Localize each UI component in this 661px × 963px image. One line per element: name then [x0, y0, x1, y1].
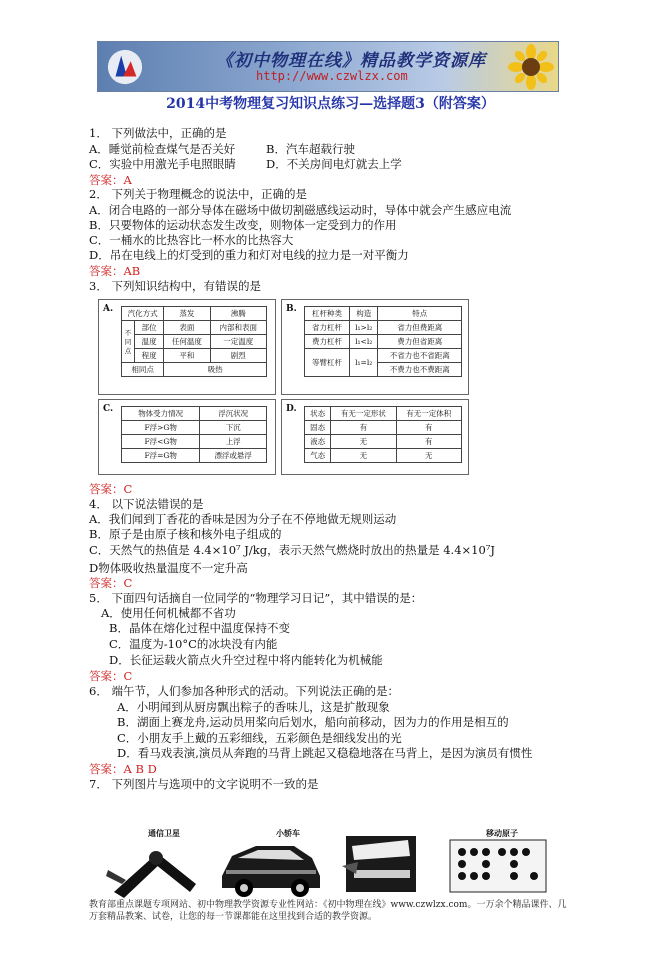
q4-option-b: B．原子是由原子核和核外电子组成的 [89, 527, 282, 541]
q2-answer: 答案：AB [89, 264, 141, 278]
q2-option-d: D．吊在电线上的灯受到的重力和灯对电线的拉力是一对平衡力 [89, 248, 409, 262]
q3-figure-b-table [304, 306, 462, 377]
q3-figure-c [98, 399, 276, 475]
q3-figure-b-label: B. [286, 304, 297, 314]
q7-image-satellite [104, 826, 212, 900]
crash-test-icon [338, 826, 430, 900]
table-cell: l₁=l₂ [350, 349, 378, 377]
car-icon [216, 826, 326, 900]
document-title: 2014中考物理复习知识点练习—选择题3（附答案） [166, 96, 495, 112]
q4-option-a: A．我们闻到丁香花的香味是因为分子在不停地做无规则运动 [89, 512, 397, 526]
q2-option-c: C．一桶水的比热容比一杯水的比热容大 [89, 233, 294, 247]
table-cell: l₁<l₂ [350, 335, 378, 349]
site-banner [97, 41, 559, 92]
q7-image-crash [338, 826, 430, 900]
table-cell: F浮<G物 [122, 435, 200, 449]
table-cell: 费力但省距离 [378, 335, 462, 349]
table-cell: 沸腾 [210, 307, 266, 321]
q4-option-d: D物体吸收热量温度不一定升高 [89, 561, 248, 575]
table-cell: 液态 [305, 435, 331, 449]
banner-title: 《初中物理在线》精品教学资源库 [216, 51, 486, 71]
q6-stem: 6． 端午节，人们参加各种形式的活动。下列说法正确的是： [89, 684, 399, 698]
table-cell: 漂浮或悬浮 [200, 449, 267, 463]
page-footer: 教育部重点课题专项网站、初中物理教学资源专业性网站：《初中物理在线》www.czwlzx.com。一万余个精品课件、几万套精品教案、试卷，让您的每一节课都能在这里找到合适的教学资源。 [89, 900, 567, 922]
table-cell: 汽化方式 [122, 307, 164, 321]
q3-figure-d-table [304, 406, 462, 463]
q7-image-car [216, 826, 326, 900]
q3-answer: 答案：C [89, 482, 133, 496]
q3-figure-a [98, 299, 276, 395]
table-cell: 构造 [350, 307, 378, 321]
table-cell: 杠杆种类 [305, 307, 350, 321]
table-cell: 物体受力情况 [122, 407, 200, 421]
q7-caption-atoms: 移动原子 [486, 828, 518, 838]
q2-stem: 2． 下列关于物理概念的说法中，正确的是 [89, 187, 307, 201]
table-cell: l₁>l₂ [350, 321, 378, 335]
q1-option-c: C．实验中用激光手电照眼睛 [89, 157, 236, 171]
table-cell: 有 [331, 421, 396, 435]
q7-image-row [104, 826, 554, 900]
table-cell: 程度 [135, 349, 164, 363]
table-cell: 吸热 [164, 363, 267, 377]
q6-option-d: D．看马戏表演,演员从奔跑的马背上跳起又稳稳地落在马背上，是因为演员有惯性 [117, 746, 533, 760]
q2-option-b: B．只要物体的运动状态发生改变，则物体一定受到力的作用 [89, 218, 397, 232]
table-cell: 有 [396, 435, 461, 449]
table-cell: 下沉 [200, 421, 267, 435]
sunflower-icon [508, 44, 554, 90]
table-cell: 上浮 [200, 435, 267, 449]
table-cell: 省力杠杆 [305, 321, 350, 335]
table-cell: 温度 [135, 335, 164, 349]
table-cell: 剧烈 [210, 349, 266, 363]
q3-figure-d [281, 399, 469, 475]
table-cell: 相同点 [122, 363, 164, 377]
table-cell: 费力杠杆 [305, 335, 350, 349]
q7-image-atoms [442, 826, 554, 900]
q3-figure-a-label: A. [103, 304, 114, 314]
q6-answer: 答案：A B D [89, 762, 157, 776]
q3-figure-d-label: D. [286, 404, 297, 414]
q3-stem: 3． 下列知识结构中，有错误的是 [89, 279, 261, 293]
table-cell: 等臂杠杆 [305, 349, 350, 377]
table-cell: 不费力也不费距离 [378, 363, 462, 377]
table-cell: 蒸发 [164, 307, 210, 321]
q2-option-a: A．闭合电路的一部分导体在磁场中做切割磁感线运动时，导体中就会产生感应电流 [89, 203, 512, 217]
table-cell: F浮=G物 [122, 449, 200, 463]
q6-option-b: B．湖面上赛龙舟,运动员用桨向后划水，船向前移动，因为力的作用是相互的 [117, 715, 509, 729]
q1-option-d: D．不关房间电灯就去上学 [266, 157, 402, 171]
q6-option-a: A．小明闻到从厨房飘出粽子的香味儿，这是扩散现象 [117, 700, 390, 714]
q5-stem: 5． 下面四句话摘自一位同学的“物理学习日记”，其中错误的是： [89, 591, 423, 605]
q5-option-b: B．晶体在熔化过程中温度保持不变 [109, 621, 290, 635]
table-cell: 省力但费距离 [378, 321, 462, 335]
q7-caption-satellite: 通信卫星 [148, 828, 180, 838]
table-cell: 一定温度 [210, 335, 266, 349]
table-cell: 无 [331, 449, 396, 463]
table-cell: 不省力也不省距离 [378, 349, 462, 363]
table-cell: 有 [396, 421, 461, 435]
table-cell: 表面 [164, 321, 210, 335]
table-cell: 无 [331, 435, 396, 449]
q3-figure-a-table [121, 306, 267, 377]
table-cell: 固态 [305, 421, 331, 435]
q4-answer: 答案：C [89, 576, 133, 590]
table-cell: 气态 [305, 449, 331, 463]
q1-option-b: B．汽车超载行驶 [266, 142, 355, 156]
q4-option-c: C．天然气的热值是 4.4×10⁷ J/kg，表示天然气燃烧时放出的热量是 4.4×10⁷J [89, 543, 496, 557]
q5-option-a: A．使用任何机械都不省功 [101, 606, 236, 620]
q3-figure-c-table [121, 406, 267, 463]
q3-figure-c-label: C. [103, 404, 114, 414]
site-logo-icon [106, 48, 144, 86]
q1-option-a: A．睡觉前检查煤气是否关好 [89, 142, 236, 156]
banner-url[interactable]: http://www.czwlzx.com [256, 69, 408, 83]
table-cell: 任何温度 [164, 335, 210, 349]
table-cell: 部位 [135, 321, 164, 335]
q5-answer: 答案：C [89, 669, 133, 683]
table-cell: 状态 [305, 407, 331, 421]
table-cell: 有无一定体积 [396, 407, 461, 421]
q5-option-c: C．温度为-10°C的冰块没有内能 [109, 637, 278, 651]
q5-option-d: D．长征运载火箭点火升空过程中将内能转化为机械能 [109, 653, 383, 667]
table-cell: 不同点 [122, 321, 135, 363]
table-cell: 内部和表面 [210, 321, 266, 335]
q6-option-c: C．小朋友手上戴的五彩细线，五彩颜色是细线发出的光 [117, 731, 402, 745]
table-cell: 特点 [378, 307, 462, 321]
table-cell: 有无一定形状 [331, 407, 396, 421]
table-cell: F浮>G物 [122, 421, 200, 435]
q1-stem: 1． 下列做法中，正确的是 [89, 126, 227, 140]
q7-stem: 7． 下列图片与选项中的文字说明不一致的是 [89, 777, 319, 791]
q1-answer: 答案：A [89, 173, 132, 187]
table-cell: 平和 [164, 349, 210, 363]
q4-stem: 4． 以下说法错误的是 [89, 497, 204, 511]
q3-figure-b [281, 299, 469, 395]
table-cell: 无 [396, 449, 461, 463]
table-cell: 浮沉状况 [200, 407, 267, 421]
q7-caption-car: 小轿车 [276, 828, 300, 838]
